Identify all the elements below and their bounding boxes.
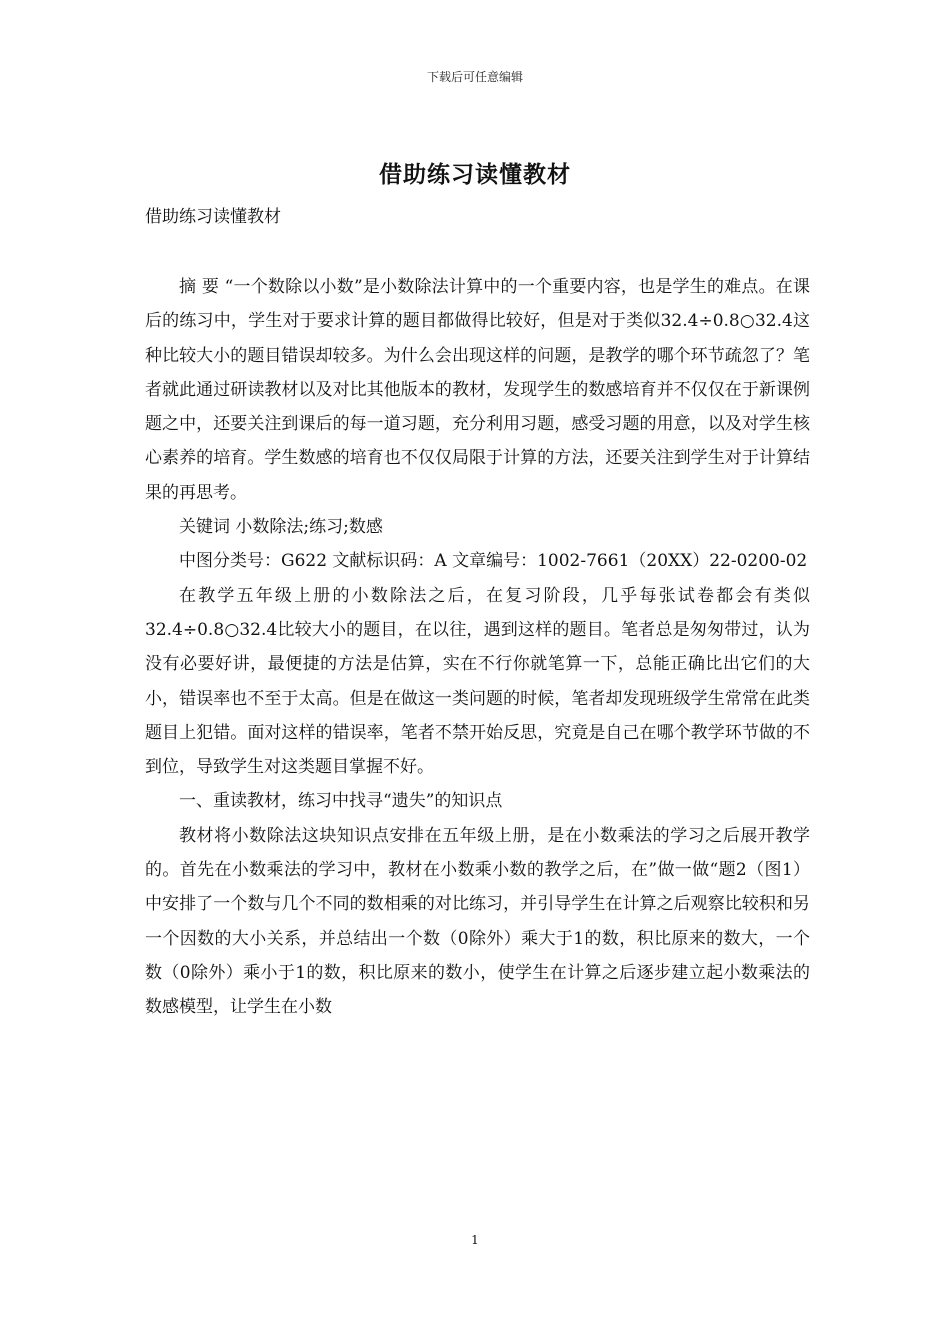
document-body xyxy=(145,270,810,1025)
body-paragraph: 教材将小数除法这块知识点安排在五年级上册，是在小数乘法的学习之后展开教学的。首先在小数乘法的学习中，教材在小数乘小数的教学之后，在”做一做“题2（图1）中安排了一个数与几个不同的数相乘的对比练习，并引导学生在计算之后观察比较积和另一个因数的大小关系，并总结出一个数（0除外）乘大于1的数，积比原来的数大，一个数（0除外）乘小于1的数，积比原来的数小，使学生在计算之后逐步建立起小数乘法的数感模型，让学生在小数 xyxy=(145,825,810,1018)
section-heading: 一、重读教材，练习中找寻“遗失”的知识点 xyxy=(179,791,503,812)
abstract-paragraph: 摘 要 “一个数除以小数”是小数除法计算中的一个重要内容，也是学生的难点。在课后的练习中，学生对于要求计算的题目都做得比较好，但是对于类似32.4÷0.8○32.4这种比较大小的题目错误却较多。为什么会出现这样的问题，是教学的哪个环节疏忽了？笔者就此通过研读教材以及对比其他版本的教材，发现学生的数感培育并不仅仅在于新课例题之中，还要关注到课后的每一道习题，充分利用习题，感受习题的用意，以及对学生核心素养的培育。学生数感的培育也不仅仅局限于计算的方法，还要关注到学生对于计算结果的再思考。 xyxy=(145,277,810,503)
body-paragraph: 在教学五年级上册的小数除法之后，在复习阶段，几乎每张试卷都会有类似32.4÷0.8○32.4比较大小的题目，在以往，遇到这样的题目。笔者总是匆匆带过，认为没有必要好讲，最便捷的方法是估算，实在不行你就笔算一下，总能正确比出它们的大小，错误率也不至于太高。但是在做这一类问题的时候，笔者却发现班级学生常常在此类题目上犯错。面对这样的错误率，笔者不禁开始反思，究竟是自己在哪个教学环节做的不到位，导致学生对这类题目掌握不好。 xyxy=(145,585,810,778)
document-title: 借助练习读懂教材 xyxy=(379,161,571,188)
header-note: 下载后可任意编辑 xyxy=(426,70,523,84)
page-number: 1 xyxy=(471,1233,479,1247)
keywords-paragraph: 关键词 小数除法;练习;数感 xyxy=(179,517,383,538)
document-subtitle: 借助练习读懂教材 xyxy=(145,207,281,227)
classification-paragraph: 中图分类号：G622 文献标识码：A 文章编号：1002-7661（20XX）22-0200-02 xyxy=(179,551,808,572)
